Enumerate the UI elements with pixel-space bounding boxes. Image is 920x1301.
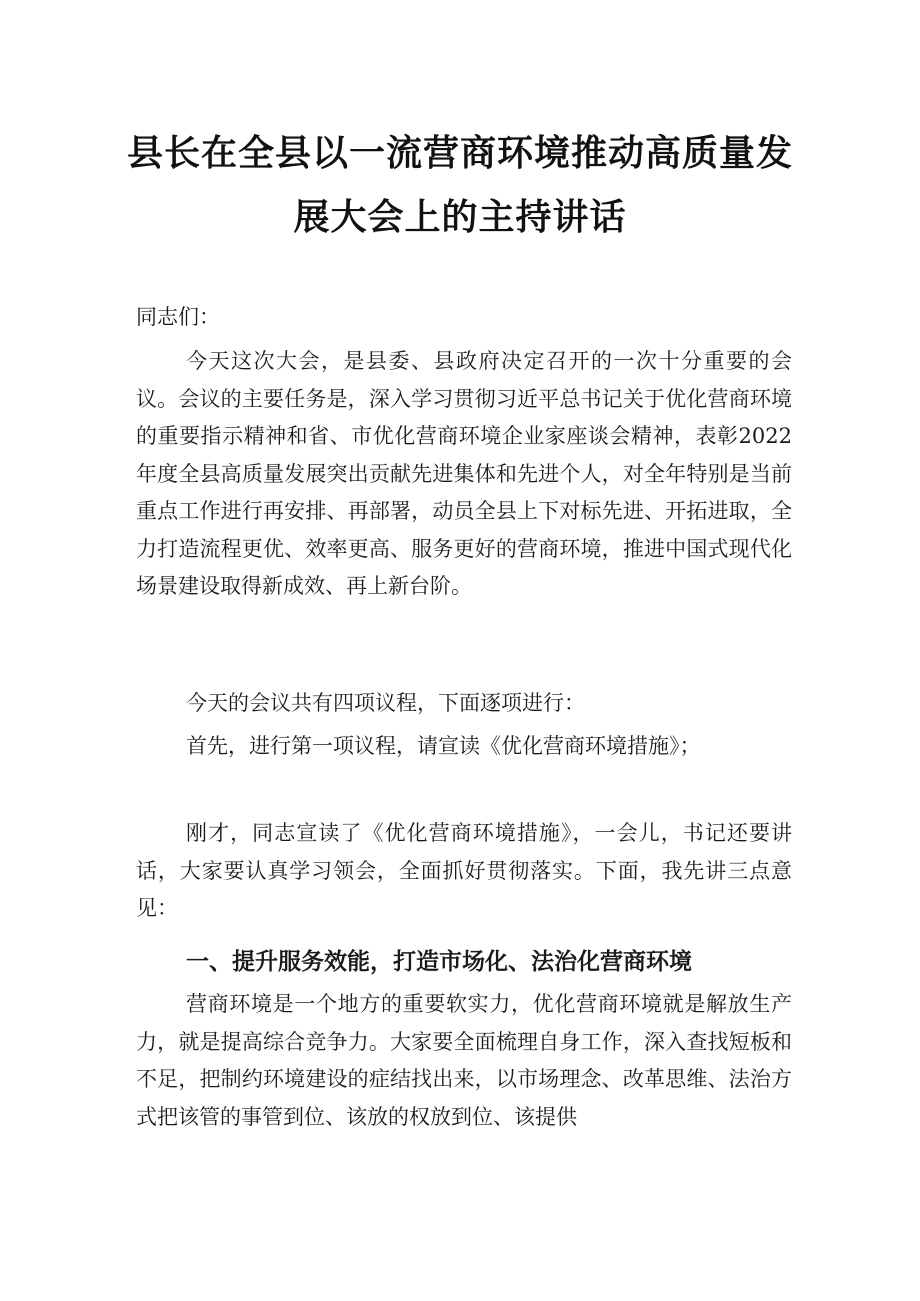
paragraph-transition: 刚才，同志宣读了《优化营商环境措施》，一会儿，书记还要讲话，大家要认真学习领会，全面抓好贯彻落实。下面，我先讲三点意见： xyxy=(136,821,792,920)
document-title-line-2: 展大会上的主持讲话 xyxy=(293,197,627,238)
paragraph-agenda: 今天的会议共有四项议程，下面逐项进行： xyxy=(186,691,585,715)
section-heading-1: 一、提升服务效能，打造市场化、法治化营商环境 xyxy=(186,949,692,975)
paragraph-first-item: 首先，进行第一项议程，请宣读《优化营商环境措施》； xyxy=(186,734,701,758)
salutation: 同志们： xyxy=(136,305,220,329)
paragraph-opening: 今天这次大会，是县委、县政府决定召开的一次十分重要的会议。会议的主要任务是，深入学习贯彻习近平总书记关于优化营商环境的重要指示精神和省、市优化营商环境企业家座谈会精神，表彰2022年度全县高质量发展突出贡献先进集体和先进个人，对全年特别是当前重点工作进行再安排、再部署，动员全县上下对标先进、开拓进取，全力打造流程更优、效率更高、服务更好的营商环境，推进中国式现代化场景建设取得新成效、再上新台阶。 xyxy=(136,349,792,598)
paragraph-section-1: 营商环境是一个地方的重要软实力，优化营商环境就是解放生产力，就是提高综合竞争力。大家要全面梳理自身工作，深入查找短板和不足，把制约环境建设的症结找出来，以市场理念、改革思维、法治方式把该管的事管到位、该放的权放到位、该提供 xyxy=(136,992,792,1129)
document-title-line-1: 县长在全县以一流营商环境推动高质量发 xyxy=(126,133,793,174)
